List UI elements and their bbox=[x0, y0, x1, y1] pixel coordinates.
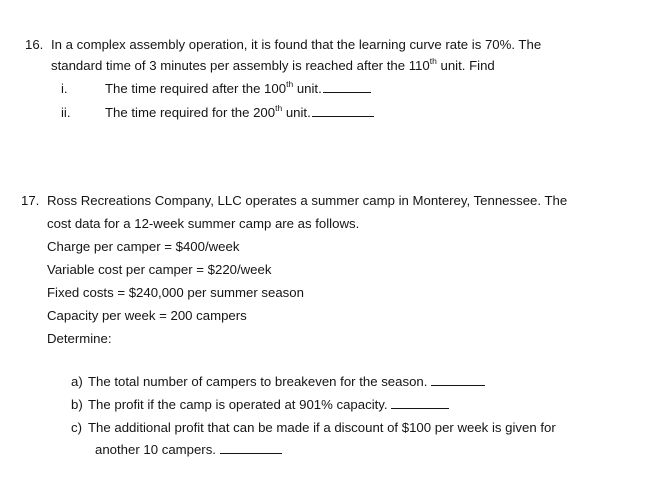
item-text-end: unit. bbox=[282, 105, 311, 120]
question-17-text-line-2: cost data for a 12-week summer camp are as follows. bbox=[47, 216, 360, 231]
determine-label: Determine: bbox=[47, 331, 112, 346]
item-superscript: th bbox=[286, 78, 294, 89]
part-marker: a) bbox=[71, 374, 83, 389]
question-16-text-line-2-end: unit. Find bbox=[436, 58, 495, 73]
question-16-text-line-2: standard time of 3 minutes per assembly is reached after the 110 bbox=[51, 58, 430, 73]
answer-blank bbox=[391, 397, 449, 409]
cost-data-charge: Charge per camper = $400/week bbox=[47, 239, 240, 254]
question-16-line-1 bbox=[25, 37, 541, 53]
cost-data-fixed: Fixed costs = $240,000 per summer season bbox=[47, 285, 304, 300]
item-marker: i. bbox=[61, 81, 68, 96]
question-16-number: 16. bbox=[25, 37, 44, 52]
part-text: The total number of campers to breakeven for the season. bbox=[88, 374, 428, 389]
part-marker: c) bbox=[71, 420, 82, 435]
answer-blank bbox=[323, 81, 371, 93]
question-17-number: 17. bbox=[21, 193, 40, 208]
question-17-part-b bbox=[71, 397, 449, 413]
part-text: The profit if the camp is operated at 901% capacity. bbox=[88, 397, 388, 412]
answer-blank bbox=[312, 105, 374, 117]
part-text-continued: another 10 campers. bbox=[95, 442, 216, 457]
answer-blank bbox=[220, 442, 282, 454]
item-superscript: th bbox=[275, 102, 283, 113]
question-17-text-line-1: Ross Recreations Company, LLC operates a summer camp in Monterey, Tennessee. The bbox=[47, 193, 568, 208]
question-17-line-2 bbox=[47, 216, 359, 232]
cost-data-capacity: Capacity per week = 200 campers bbox=[47, 308, 247, 323]
question-17-line-1 bbox=[21, 193, 567, 209]
item-marker: ii. bbox=[61, 105, 71, 120]
item-text-end: unit. bbox=[293, 81, 322, 96]
question-17-part-a bbox=[71, 374, 485, 390]
item-text: The time required for the 200 bbox=[105, 105, 276, 120]
question-16-text-line-1: In a complex assembly operation, it is found that the learning curve rate is 70%. The bbox=[51, 37, 542, 52]
answer-blank bbox=[431, 374, 485, 386]
question-17-part-c-continued bbox=[95, 442, 282, 458]
part-marker: b) bbox=[71, 397, 83, 412]
item-text: The time required after the 100 bbox=[105, 81, 287, 96]
cost-data-variable: Variable cost per camper = $220/week bbox=[47, 262, 272, 277]
question-16-item-ii bbox=[61, 102, 374, 121]
question-16-item-i bbox=[61, 78, 371, 97]
part-text: The additional profit that can be made if a discount of $100 per week is given for bbox=[88, 420, 556, 435]
question-17-part-c bbox=[71, 420, 556, 436]
question-16-superscript: th bbox=[429, 55, 437, 66]
question-16-line-2 bbox=[51, 55, 495, 74]
